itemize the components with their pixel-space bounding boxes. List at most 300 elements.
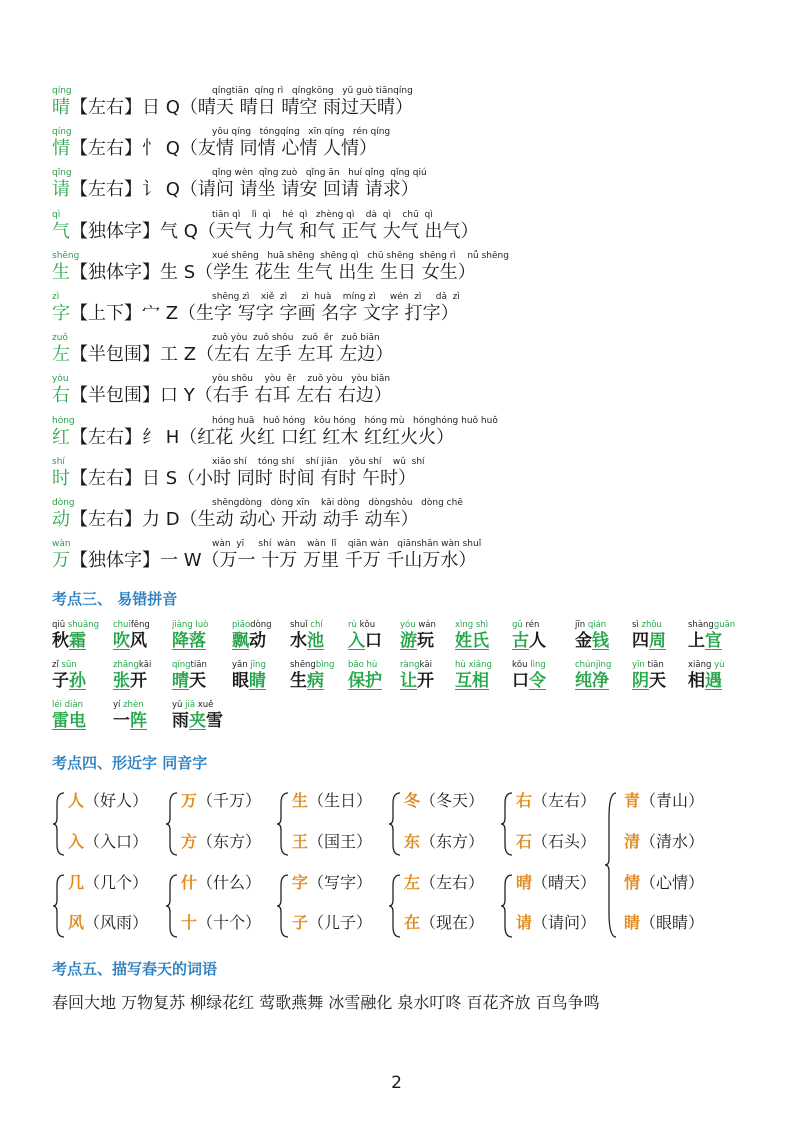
similar-char-word: （好人）	[84, 791, 149, 810]
pinyin-part: ràng	[400, 660, 420, 670]
pinyin-part: kāi	[419, 660, 432, 670]
word-chars	[632, 630, 666, 652]
example-pinyin: qíngtiān qíng rì qíngkōng yǔ guò tiānqíng	[212, 86, 413, 96]
example-pinyin: wàn yī shí wàn wàn lǐ qiān wàn qiānshān wàn shuǐ	[212, 539, 482, 550]
example-words: （左右 左手 左耳 左边）	[196, 344, 394, 366]
char: 时	[52, 467, 70, 489]
radical: 宀	[142, 303, 160, 324]
similar-char-word: （左右）	[420, 873, 485, 892]
radical: 气	[160, 220, 178, 242]
example-words: （生动 动心 开动 动手 动车）	[179, 509, 419, 530]
example-pinyin: qǐng wèn qǐng zuò qǐng ān huí qǐng qǐng qiú	[212, 168, 427, 179]
pinyin-part: guān	[713, 620, 736, 630]
brace-icon	[276, 874, 290, 938]
char-part: 古	[512, 631, 529, 651]
pinyin-part: zhāng	[113, 660, 139, 670]
char-part: 吹	[113, 631, 130, 651]
word-pinyin	[172, 660, 207, 670]
similar-char-entry	[181, 872, 261, 894]
word-chars	[575, 670, 609, 692]
pinyin-part: sūn	[61, 660, 77, 670]
char-part: 姓氏	[455, 631, 489, 651]
similar-char-entry	[516, 872, 596, 894]
similar-char-word: （风雨）	[84, 913, 149, 932]
pinyin-part: tiān	[647, 660, 664, 670]
char-part: 互相	[455, 671, 489, 691]
brace-icon	[52, 874, 66, 938]
similar-char-entry	[624, 790, 704, 812]
char-part: 池	[307, 631, 324, 651]
similar-char-word: （东方）	[420, 832, 485, 851]
word-pinyin	[172, 700, 213, 710]
char-part: 开	[417, 671, 434, 691]
similar-char-word: （眼睛）	[640, 913, 705, 932]
similar-char: 晴	[516, 873, 533, 892]
initial-letter: H	[160, 426, 180, 448]
similar-char-word: （左右）	[532, 791, 597, 810]
radical: 日	[142, 467, 160, 489]
example-pinyin: shēngdòng dòng xīn kāi dòng dòngshǒu dòng chē	[212, 498, 463, 508]
char-part: 一	[113, 711, 130, 731]
similar-char-word: （十个）	[197, 913, 262, 932]
char-part: 开	[130, 671, 147, 691]
similar-char-entry	[68, 872, 148, 894]
word-pinyin	[575, 660, 611, 670]
pinyin-part: gǔ	[512, 620, 526, 630]
example-pinyin: zuǒ yòu zuǒ shǒu zuǒ ěr zuǒ biān	[212, 333, 380, 344]
pinyin-part: jiàng luò	[172, 620, 209, 630]
pinyin-part: wán	[418, 620, 436, 630]
similar-char: 十	[181, 913, 198, 932]
char-line	[52, 426, 454, 450]
char-pinyin: qì	[52, 209, 61, 220]
pinyin-part: yí	[113, 700, 124, 710]
similar-char-entry	[624, 912, 704, 934]
similar-char: 入	[68, 832, 85, 851]
similar-char: 清	[624, 832, 641, 851]
brace-icon	[388, 874, 402, 938]
char-part: 降落	[172, 631, 206, 651]
similar-char-word: （入口）	[84, 832, 149, 851]
similar-char-entry	[68, 831, 148, 853]
pinyin-part: fēng	[130, 620, 150, 630]
char: 万	[52, 550, 70, 572]
char-part: 保护	[348, 671, 382, 691]
char: 生	[52, 261, 70, 283]
structure: 【上下】	[70, 303, 142, 324]
similar-char-entry	[181, 912, 261, 934]
char-line	[52, 137, 377, 161]
initial-letter: Q	[160, 138, 180, 160]
pinyin-part: dòng	[250, 620, 272, 630]
similar-char-entry	[404, 912, 484, 934]
char-part: 金	[575, 631, 592, 651]
char-line	[52, 508, 418, 532]
similar-char: 睛	[624, 913, 641, 932]
word-chars	[290, 630, 324, 652]
pinyin-part: chuī	[113, 620, 131, 630]
similar-char: 生	[292, 791, 309, 810]
char-part: 让	[400, 671, 417, 691]
char-line	[52, 384, 392, 408]
pinyin-part: kǒu	[359, 620, 376, 630]
char-part: 上	[688, 631, 705, 651]
structure: 【左右】	[70, 138, 142, 160]
structure: 【左右】	[70, 179, 142, 201]
similar-char-entry	[292, 872, 372, 894]
word-pinyin	[172, 620, 208, 630]
example-pinyin: yòu shǒu yòu ěr zuǒ yòu yòu biān	[212, 374, 391, 385]
similar-char-word: （现在）	[420, 913, 485, 932]
radical: 力	[142, 509, 160, 530]
char-part: 子	[52, 671, 69, 691]
word-chars	[113, 670, 147, 692]
similar-char-entry	[292, 912, 372, 934]
similar-char: 风	[68, 913, 85, 932]
char-pinyin: shí	[52, 456, 65, 467]
word-pinyin	[400, 620, 436, 630]
initial-letter: Z	[160, 303, 179, 324]
similar-char: 什	[181, 873, 198, 892]
similar-char-word: （儿子）	[308, 913, 373, 932]
word-pinyin	[52, 660, 77, 670]
pinyin-part: zhèn	[123, 700, 144, 710]
pinyin-part: rén	[525, 620, 540, 630]
example-words: （友情 同情 心情 人情）	[179, 138, 378, 160]
char-line	[52, 549, 476, 573]
similar-char-word: （什么）	[197, 873, 262, 892]
similar-char-word: （请问）	[532, 913, 597, 932]
example-words: （生字 写字 字画 名字 文字 打字）	[178, 303, 459, 324]
similar-char-entry	[292, 831, 372, 853]
word-chars	[52, 710, 86, 732]
char-part: 飘	[232, 631, 249, 651]
char-pinyin: zuǒ	[52, 333, 68, 344]
example-words: （红花 火红 口红 红木 红红火火）	[179, 426, 455, 448]
word-pinyin	[632, 620, 662, 630]
pinyin-part: chúnjìng	[575, 660, 612, 670]
similar-char: 子	[292, 913, 309, 932]
char-pinyin: dòng	[52, 498, 75, 508]
word-pinyin	[113, 700, 144, 710]
word-chars	[172, 710, 223, 732]
pinyin-part: sì	[632, 620, 642, 630]
char-part: 钱	[592, 631, 609, 651]
char-line	[52, 302, 459, 326]
similar-char-word: （心情）	[640, 873, 705, 892]
word-chars	[113, 710, 147, 732]
word-pinyin	[512, 620, 539, 630]
word-chars	[52, 670, 86, 692]
char-line	[52, 467, 416, 491]
example-pinyin: xué shēng huā shēng shēng qì chū shēng shēng rì nǚ shēng	[212, 250, 509, 261]
pinyin-part: léi diàn	[52, 700, 84, 710]
example-words: （天气 力气 和气 正气 大气 出气）	[197, 220, 479, 242]
word-chars	[400, 630, 434, 652]
pinyin-part: tiān	[190, 660, 207, 670]
char-part: 秋	[52, 631, 69, 651]
pinyin-word	[172, 700, 242, 736]
char-part: 晴	[172, 671, 189, 691]
example-pinyin: shēng zì xiě zì zì huà míng zì wén zì dǎ zì	[212, 292, 460, 302]
structure: 【左右】	[70, 509, 142, 530]
char-part: 口	[512, 671, 529, 691]
brace-icon	[388, 792, 402, 856]
similar-char-entry	[292, 790, 372, 812]
char-pinyin: qíng	[52, 127, 72, 138]
structure: 【独体字】	[70, 550, 160, 572]
char-pinyin: wàn	[52, 539, 71, 550]
char-pinyin: qǐng	[52, 168, 72, 179]
word-pinyin	[400, 660, 432, 670]
word-chars	[348, 670, 382, 692]
similar-char: 情	[624, 873, 641, 892]
pinyin-part: yǎn	[232, 660, 251, 670]
pinyin-part: qíng	[172, 660, 191, 670]
similar-char-entry	[404, 872, 484, 894]
char-part: 雪	[206, 711, 223, 731]
word-chars	[455, 630, 489, 652]
char-part: 眼	[232, 671, 249, 691]
radical: 一	[160, 550, 178, 572]
similar-char-word: （写字）	[308, 873, 373, 892]
structure: 【左右】	[70, 97, 142, 118]
similar-char-word: （冬天）	[420, 791, 485, 810]
example-pinyin: hóng huā huǒ hóng kǒu hóng hóng mù hónghóng huǒ huǒ	[212, 415, 498, 426]
pinyin-part: yīn	[632, 660, 648, 670]
word-pinyin	[232, 660, 266, 670]
radical: 日	[142, 97, 160, 118]
pinyin-word	[52, 620, 122, 656]
radical: 讠	[142, 179, 160, 201]
similar-char: 几	[68, 873, 85, 892]
pinyin-word	[52, 660, 122, 696]
pinyin-part: shàng	[688, 620, 714, 630]
char-part: 官	[705, 631, 722, 651]
char-part: 入	[348, 631, 365, 651]
pinyin-part: shēng	[290, 660, 316, 670]
pinyin-part: qiū	[52, 620, 68, 630]
section-4-heading: 考点四、形近字 同音字	[52, 754, 208, 772]
pinyin-part: yóu	[400, 620, 419, 630]
similar-char: 方	[181, 832, 198, 851]
char-part: 玩	[417, 631, 434, 651]
word-chars	[512, 670, 546, 692]
char-part: 人	[529, 631, 546, 651]
initial-letter: S	[178, 261, 196, 283]
word-chars	[512, 630, 546, 652]
word-chars	[113, 630, 147, 652]
pinyin-word	[688, 660, 758, 696]
example-pinyin: xiǎo shí tóng shí shí jiān yǒu shí wǔ shí	[212, 456, 425, 467]
char-part: 口	[365, 631, 382, 651]
brace-icon	[604, 792, 618, 938]
word-pinyin	[575, 620, 606, 630]
word-pinyin	[52, 620, 99, 630]
pinyin-part: chí	[310, 620, 323, 630]
pinyin-part: yǔ	[172, 700, 186, 710]
similar-char-word: （千万）	[197, 791, 262, 810]
similar-char: 青	[624, 791, 641, 810]
char: 左	[52, 344, 70, 366]
page-number: 2	[391, 1073, 402, 1093]
example-words: （万一 十万 万里 千万 千山万水）	[201, 550, 477, 572]
char-part: 风	[130, 631, 147, 651]
similar-char: 石	[516, 832, 533, 851]
section-5-heading: 考点五、描写春天的词语	[52, 960, 218, 978]
word-pinyin	[52, 700, 83, 710]
char-part: 水	[290, 631, 307, 651]
word-chars	[348, 630, 382, 652]
pinyin-word	[512, 620, 582, 656]
char: 右	[52, 385, 70, 407]
word-pinyin	[290, 620, 323, 630]
char: 动	[52, 509, 70, 530]
structure: 【左右】	[70, 426, 142, 448]
similar-char-word: （国王）	[308, 832, 373, 851]
word-pinyin	[688, 660, 725, 670]
brace-icon	[276, 792, 290, 856]
pinyin-part: piāo	[232, 620, 251, 630]
char-part: 相	[688, 671, 705, 691]
char-part: 游	[400, 631, 417, 651]
similar-char-entry	[181, 790, 261, 812]
radical: 生	[160, 261, 178, 283]
pinyin-word	[52, 700, 122, 736]
char-pinyin: zì	[52, 292, 60, 302]
char-line	[52, 96, 413, 120]
example-words: （学生 花生 生气 出生 生日 女生）	[195, 261, 476, 283]
char-part: 张	[113, 671, 130, 691]
brace-icon	[500, 792, 514, 856]
pinyin-part: rù	[348, 620, 360, 630]
word-chars	[575, 630, 609, 652]
word-pinyin	[512, 660, 546, 670]
word-chars	[232, 670, 266, 692]
similar-char-entry	[624, 872, 704, 894]
brace-icon	[165, 874, 179, 938]
pinyin-word	[512, 660, 582, 696]
char-part: 雨	[172, 711, 189, 731]
char-part: 动	[249, 631, 266, 651]
char-part: 天	[189, 671, 206, 691]
similar-char: 在	[404, 913, 421, 932]
similar-char-entry	[68, 790, 148, 812]
char-pinyin: shēng	[52, 250, 80, 261]
similar-char-word: （石头）	[532, 832, 597, 851]
char-part: 夹	[189, 711, 206, 731]
word-pinyin	[348, 620, 375, 630]
initial-letter: W	[178, 550, 202, 572]
char: 气	[52, 220, 70, 242]
initial-letter: Q	[160, 179, 180, 201]
char-pinyin: yòu	[52, 374, 69, 385]
char-line	[52, 220, 479, 244]
word-chars	[688, 630, 722, 652]
initial-letter: S	[160, 467, 178, 489]
word-chars	[172, 670, 206, 692]
structure: 【左右】	[70, 467, 142, 489]
pinyin-word	[688, 620, 758, 656]
word-pinyin	[455, 620, 488, 630]
structure: 【独体字】	[70, 220, 160, 242]
char-part: 睛	[249, 671, 266, 691]
brace-icon	[52, 792, 66, 856]
pinyin-part: bǎo hù	[348, 660, 378, 670]
similar-char-entry	[624, 831, 704, 853]
radical: 工	[160, 344, 178, 366]
radical: 口	[160, 385, 178, 407]
radical: 忄	[142, 138, 160, 160]
word-pinyin	[290, 660, 334, 670]
char-part: 纯净	[575, 671, 609, 691]
similar-char-word: （清水）	[640, 832, 705, 851]
pinyin-part: jīn	[575, 620, 588, 630]
similar-char: 人	[68, 791, 85, 810]
word-chars	[172, 630, 206, 652]
pinyin-part: shuāng	[67, 620, 100, 630]
word-pinyin	[348, 660, 377, 670]
initial-letter: Y	[178, 385, 195, 407]
char-part: 孙	[69, 671, 86, 691]
word-chars	[290, 670, 324, 692]
example-words: （小时 同时 时间 有时 午时）	[177, 467, 417, 489]
similar-char-entry	[181, 831, 261, 853]
pinyin-part: xiāng	[688, 660, 715, 670]
similar-char-entry	[516, 912, 596, 934]
similar-char-word: （生日）	[308, 791, 373, 810]
char-part: 阴	[632, 671, 649, 691]
similar-char: 左	[404, 873, 421, 892]
char-part: 病	[307, 671, 324, 691]
pinyin-part: jiā	[185, 700, 196, 710]
example-words: （晴天 晴日 晴空 雨过天晴）	[179, 97, 414, 118]
structure: 【半包围】	[70, 344, 160, 366]
char-line	[52, 261, 476, 285]
pinyin-part: kǒu	[512, 660, 531, 670]
similar-char-entry	[68, 912, 148, 934]
spring-words: 春回大地 万物复苏 柳绿花红 莺歌燕舞 冰雪融化 泉水叮咚 百花齐放 百鸟争鸣	[52, 993, 600, 1012]
example-words: （右手 右耳 左右 右边）	[194, 385, 392, 407]
char-part: 生	[290, 671, 307, 691]
pinyin-part: zhōu	[641, 620, 662, 630]
word-chars	[455, 670, 489, 692]
char: 请	[52, 179, 70, 201]
char-part: 遇	[705, 671, 722, 691]
similar-char: 冬	[404, 791, 421, 810]
structure: 【半包围】	[70, 385, 160, 407]
char-line	[52, 343, 393, 367]
word-pinyin	[455, 660, 492, 670]
char-part: 雷电	[52, 711, 86, 731]
similar-char: 请	[516, 913, 533, 932]
radical: 纟	[142, 426, 160, 448]
pinyin-part: xìng shì	[455, 620, 489, 630]
example-pinyin: yǒu qíng tóngqíng xīn qíng rén qíng	[212, 127, 391, 138]
word-chars	[400, 670, 434, 692]
example-words: （请问 请坐 请安 回请 请求）	[179, 179, 419, 201]
pinyin-part: bìng	[315, 660, 335, 670]
similar-char: 字	[292, 873, 309, 892]
char-part: 四	[632, 631, 649, 651]
char-part: 阵	[130, 711, 147, 731]
char-pinyin: qíng	[52, 86, 72, 96]
char-part: 周	[649, 631, 666, 651]
similar-char-word: （青山）	[640, 791, 705, 810]
example-pinyin: tiān qì lì qì hé qì zhèng qì dà qì chū qì	[212, 209, 433, 220]
similar-char-entry	[404, 831, 484, 853]
char-part: 天	[649, 671, 666, 691]
